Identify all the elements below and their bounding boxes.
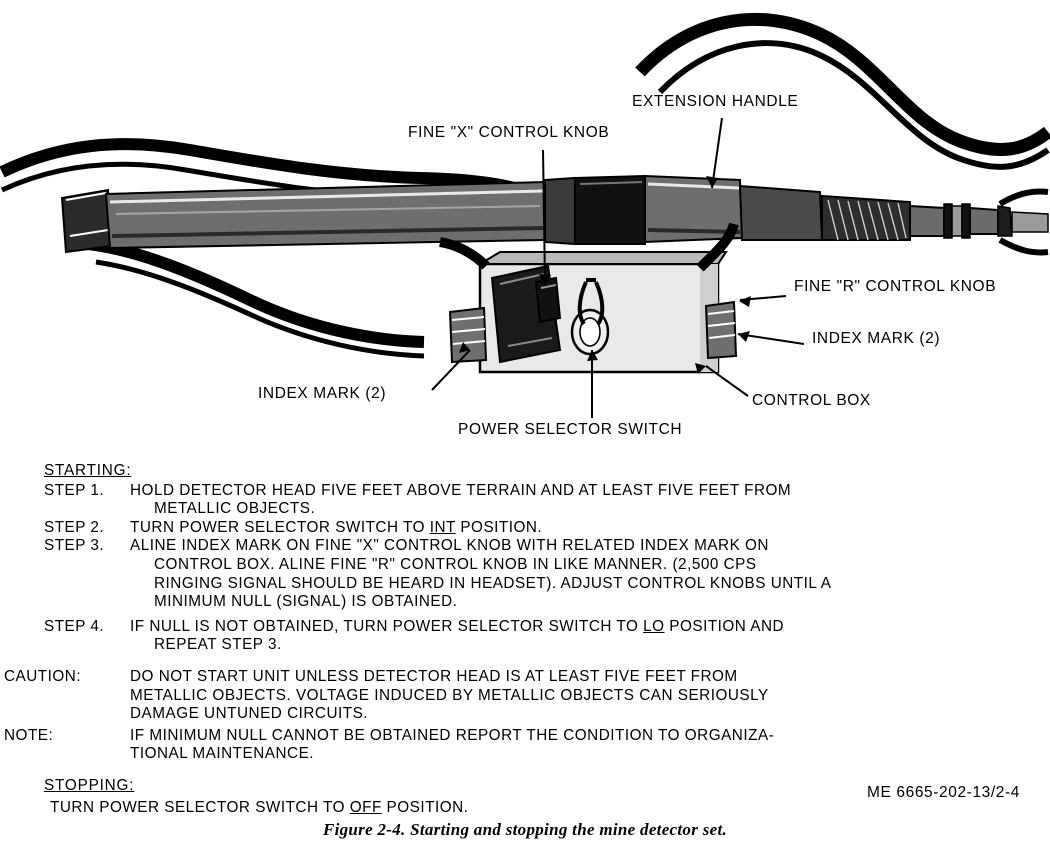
step-body — [130, 537, 1024, 611]
callout-extension-handle: EXTENSION HANDLE — [632, 93, 799, 110]
step-line: CONTROL BOX. ALINE FINE "R" CONTROL KNOB IN LIKE MANNER. (2,500 CPS — [154, 555, 757, 573]
step-label: STEP 3. — [44, 537, 105, 555]
step-label: STEP 4. — [44, 617, 105, 635]
figure-caption: Figure 2-4. Starting and stopping the mine detector set. — [322, 820, 728, 839]
note-body — [90, 727, 1024, 764]
step-body — [130, 618, 1024, 655]
caution-body — [90, 668, 1024, 724]
step-body — [130, 519, 1024, 538]
step-label: STEP 1. — [44, 481, 105, 499]
caution-label: CAUTION: — [4, 667, 82, 685]
callout-index-mark-left: INDEX MARK (2) — [258, 385, 387, 402]
stopping-prefix: TURN POWER SELECTOR SWITCH TO — [50, 798, 350, 816]
stopping-underlined-term: OFF — [349, 798, 382, 816]
procedure-text — [4, 462, 1024, 817]
note-line: TIONAL MAINTENANCE. — [130, 745, 315, 763]
step-row — [44, 519, 1024, 538]
step-line: MINIMUM NULL (SIGNAL) IS OBTAINED. — [154, 593, 458, 611]
callout-index-mark-right: INDEX MARK (2) — [812, 330, 941, 347]
callout-fine-x-control-knob: FINE "X" CONTROL KNOB — [408, 124, 610, 141]
step-row — [44, 618, 1024, 655]
step-line: METALLIC OBJECTS. — [154, 500, 316, 518]
starting-heading: STARTING: — [44, 462, 132, 479]
notes-block — [4, 667, 1024, 764]
step-line: RINGING SIGNAL SHOULD BE HEARD IN HEADSET). ADJUST CONTROL KNOBS UNTIL A — [154, 574, 832, 592]
step-row — [44, 482, 1024, 519]
handle-shaft — [62, 176, 1048, 252]
step-line: IF NULL IS NOT OBTAINED, TURN POWER SELECTOR SWITCH TO LO POSITION AND — [130, 617, 785, 635]
callout-fine-r-control-knob: FINE "R" CONTROL KNOB — [794, 278, 997, 295]
callout-power-selector-switch: POWER SELECTOR SWITCH — [458, 421, 683, 438]
step-line: REPEAT STEP 3. — [154, 636, 282, 654]
step-line: TURN POWER SELECTOR SWITCH TO INT POSITION. — [130, 518, 543, 536]
callout-control-box: CONTROL BOX — [752, 392, 871, 409]
stopping-heading: STOPPING: — [44, 776, 135, 794]
step-line: ALINE INDEX MARK ON FINE "X" CONTROL KNOB WITH RELATED INDEX MARK ON — [130, 537, 769, 555]
note-line: IF MINIMUM NULL CANNOT BE OBTAINED REPORT THE CONDITION TO ORGANIZA- — [130, 726, 775, 744]
starting-steps — [44, 482, 1024, 655]
note-label: NOTE: — [4, 726, 54, 744]
note-row — [4, 726, 1024, 764]
step-body — [130, 482, 1024, 519]
step-label: STEP 2. — [44, 518, 105, 536]
step-row — [44, 537, 1024, 611]
me-code: ME 6665-202-13/2-4 — [867, 784, 1020, 801]
caution-line: DAMAGE UNTUNED CIRCUITS. — [130, 705, 369, 723]
step-line: HOLD DETECTOR HEAD FIVE FEET ABOVE TERRAIN AND AT LEAST FIVE FEET FROM — [130, 481, 792, 499]
stopping-suffix: POSITION. — [381, 798, 469, 816]
caution-line: DO NOT START UNIT UNLESS DETECTOR HEAD IS AT LEAST FIVE FEET FROM — [130, 667, 738, 685]
caution-line: METALLIC OBJECTS. VOLTAGE INDUCED BY METALLIC OBJECTS CAN SERIOUSLY — [130, 686, 769, 704]
caution-row — [4, 667, 1024, 724]
